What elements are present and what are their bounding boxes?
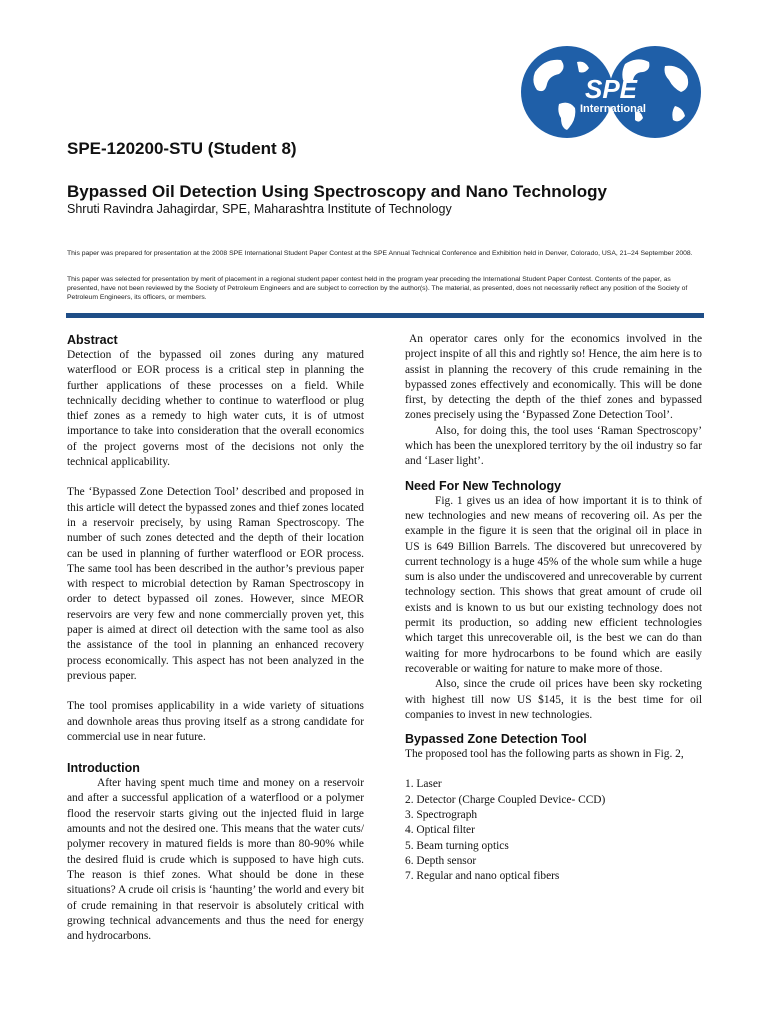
right-paragraph-1: An operator cares only for the economics involved in the project inspite of all this and rightly so! Hence, the aim here is to assist in planning the recovery of this crude remaining in the bypassed zones effectively and economically. This will be done first, by detecting the depth of the thief zones and bypassed zones precisely using the ‘Bypassed Zone Detection Tool’. — [405, 333, 702, 422]
list-item: 3. Spectrograph — [405, 809, 478, 822]
list-item: 2. Detector (Charge Coupled Device- CCD) — [405, 793, 606, 806]
abstract-paragraph-1: Detection of the bypassed oil zones during any matured waterflood or EOR process is a critical step in planning the further applications of these processes on a field. While technically deciding whether to continue to waterflood or plug thief zones as a remedy to high water cuts, it is of utmost importance to take into consideration that the overall economics of the project governs most of the decisions not only the technical applicability. — [67, 349, 364, 469]
need-heading: Need For New Technology — [405, 478, 562, 493]
abstract-heading: Abstract — [67, 333, 118, 347]
list-item: 1. Laser — [405, 778, 442, 791]
introduction-heading: Introduction — [67, 761, 140, 776]
list-item: 4. Optical filter — [405, 824, 475, 837]
abstract-paragraph-3: The tool promises applicability in a wide variety of situations and downhole areas thus proving itself as a strong candidate for commercial use in near future. — [67, 700, 364, 743]
abstract-paragraph-2: The ‘Bypassed Zone Detection Tool’ described and proposed in this article will detect the bypassed zones and thief zones located in a reservoir precisely, by using Raman Spectroscopy. The number of such zones detected and the depth of their location can be used in planning of further waterflood or EOR process. The same tool has been described in the author’s previous paper with respect to microbial detection by Raman Spectroscopy in order to detect bypassed oil zones. However, since MEOR reservoirs are very few and none commercially proven yet, this paper is aimed at direct oil detection with the same tool as also the assistance of the tool in planning an enhanced recovery process economically. This aspect has not been analyzed in the previous paper. — [67, 486, 364, 682]
list-item: 7. Regular and nano optical fibers — [405, 870, 560, 883]
header-divider — [66, 313, 704, 318]
list-item: 5. Beam turning optics — [405, 839, 509, 852]
introduction-paragraph-1: After having spent much time and money on a reservoir and after a successful application of a waterflood or a polymer flood the reservoir starts giving out the injected fluid in large amounts and not the desired one. This means that the water cuts/ polymer recovery in matured fields is more than 80-90% while the desired fluid is crude which is supposed to have high cuts. The reason is thief zones. What should be done in these situations? A crude oil crisis is ‘haunting’ the world and every bit of crude remaining in that reservoir is absolutely critical with growing technical advancements and thus the need for energy and hydrocarbons. — [67, 777, 364, 943]
paper-id: SPE-120200-STU (Student 8) — [67, 139, 297, 158]
logo-spe-text: SPE — [584, 74, 638, 104]
logo-international-text: International — [579, 103, 647, 115]
parts-list — [405, 777, 702, 884]
paper-title: Bypassed Oil Detection Using Spectroscopy and Nano Technology — [67, 182, 608, 201]
right-column — [405, 332, 702, 885]
list-item: 6. Depth sensor — [405, 854, 477, 867]
presentation-notice: This paper was prepared for presentation at the 2008 SPE International Student Paper Contest at the SPE Annual Technical Conference and Exhibition held in Denver, Colorado, USA, 21–24 September 2008. — [67, 250, 693, 257]
need-paragraph-2: Also, since the crude oil prices have been sky rocketing with highest till now US $145, it is the best time for oil companies to invest in new technologies. — [405, 678, 702, 721]
selection-notice: This paper was selected for presentation by merit of placement in a regional student paper contest held in the program year preceding the International Student Paper Contest. Contents of the paper, as presented, have not been reviewed by the Society of Petroleum Engineers and are subject to correction by the author(s). The material, as presented, does not necessarily reflect any position of the Society of Petroleum Engineers, its officers, or members. — [67, 276, 688, 301]
left-column — [67, 332, 364, 944]
need-paragraph-1: Fig. 1 gives us an idea of how important it is to think of new technologies and new means of recovering oil. As per the example in the figure it is seen that the original oil in place in US is 649 Billion Barrels. The discovered but unrecovered by current technology is a huge 45% of the whole sum while a huge sum is also under the undiscovered and unrecoverable by current technology section. This shows that great amount of crude oil exists and is known to us but our existing technology does not permit its production, so adding new efficient technologies which target this unrecoverable oil, is the best we can do than waiting for more hydrocarbons to be found which are easily recoverable or waiting for nature to make more of those. — [405, 494, 702, 675]
right-paragraph-2: Also, for doing this, the tool uses ‘Raman Spectroscopy’ which has been the unexplored territory by the oil industry so far and ‘Laser light’. — [405, 424, 702, 468]
spe-international-logo — [515, 42, 705, 142]
tool-heading: Bypassed Zone Detection Tool — [405, 732, 587, 747]
tool-paragraph-1: The proposed tool has the following parts as shown in Fig. 2, — [405, 748, 684, 761]
paper-author: Shruti Ravindra Jahagirdar, SPE, Maharashtra Institute of Technology — [67, 202, 452, 216]
